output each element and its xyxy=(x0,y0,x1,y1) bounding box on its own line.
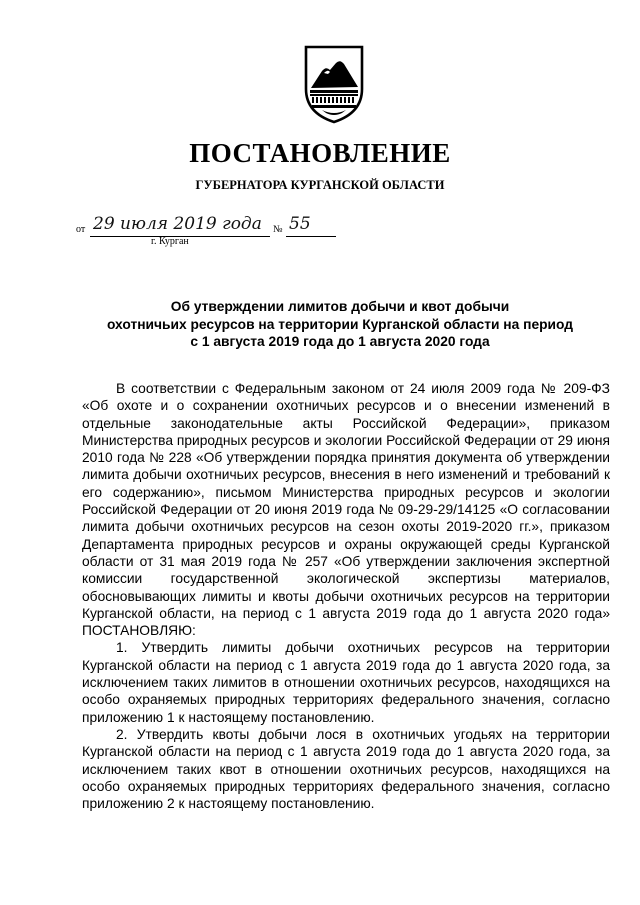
handwritten-number: 55 xyxy=(289,214,311,234)
kurgan-coat-of-arms-icon xyxy=(302,43,366,125)
resolution-heading xyxy=(60,298,620,351)
date-number-line xyxy=(76,214,366,254)
document-title: ПОСТАНОВЛЕНИЕ xyxy=(189,138,451,168)
document-body xyxy=(82,380,610,812)
clause-paragraph: 2. Утвердить квоты добычи лося в охотничьих угодьях на территории Курганской области на период с 1 августа 2019 года до 1 августа 2020 года, за исключением таких квот в отношении охотничьих ресурсов, находящихся на особо охраняемых природных территориях федерального значения, согласно приложению 2 к настоящему постановлению. xyxy=(82,726,610,812)
from-label: от xyxy=(76,224,86,235)
city-label: г. Курган xyxy=(151,236,189,247)
preamble-paragraph: В соответствии с Федеральным законом от 24 июля 2009 года № 209-ФЗ «Об охоте и о сохранении охотничьих ресурсов и о внесении изменений в отдельные законодательные акты Российской Федерации», приказом Министерства природных ресурсов и экологии Российской Федерации от 29 июня 2010 года № 228 «Об утверждении порядка принятия документа об утверждении лимита добычи охотничьих ресурсов, внесения в него изменений и требований к его содержанию», письмом Министерства природных ресурсов и экологии Российской Федерации от 20 июня 2019 года № 09-29-29/14125 «О согласовании лимита добычи охотничьих ресурсов на сезон охоты 2019-2020 гг.», приказом Департамента природных ресурсов и охраны окружающей среды Курганской области от 31 мая 2019 года № 257 «Об утверждении заключения экспертной комиссии государственной экологической экспертизы материалов, обосновывающих лимиты и квоты добычи охотничьих ресурсов на территории Курганской области, на период с 1 августа 2019 года до 1 августа 2020 года» ПОСТАНОВЛЯЮ: xyxy=(82,381,610,639)
number-label: № xyxy=(273,224,283,235)
heading-line: с 1 августа 2019 года до 1 августа 2020 года xyxy=(190,334,490,349)
handwritten-date: 29 июля 2019 года xyxy=(93,214,262,234)
clause-paragraph: 1. Утвердить лимиты добычи охотничьих ресурсов на территории Курганской области на период с 1 августа 2019 года до 1 августа 2020 года, за исключением таких лимитов в отношении охотничьих ресурсов, находящихся на особо охраняемых природных территориях федерального значения, согласно приложению 1 к настоящему постановлению. xyxy=(82,640,610,725)
document-subtitle: ГУБЕРНАТОРА КУРГАНСКОЙ ОБЛАСТИ xyxy=(195,178,445,192)
heading-line: охотничьих ресурсов на территории Курганской области на период xyxy=(106,316,574,332)
number-underline xyxy=(286,236,336,237)
heading-line: Об утверждении лимитов добычи и квот добычи xyxy=(170,299,510,314)
